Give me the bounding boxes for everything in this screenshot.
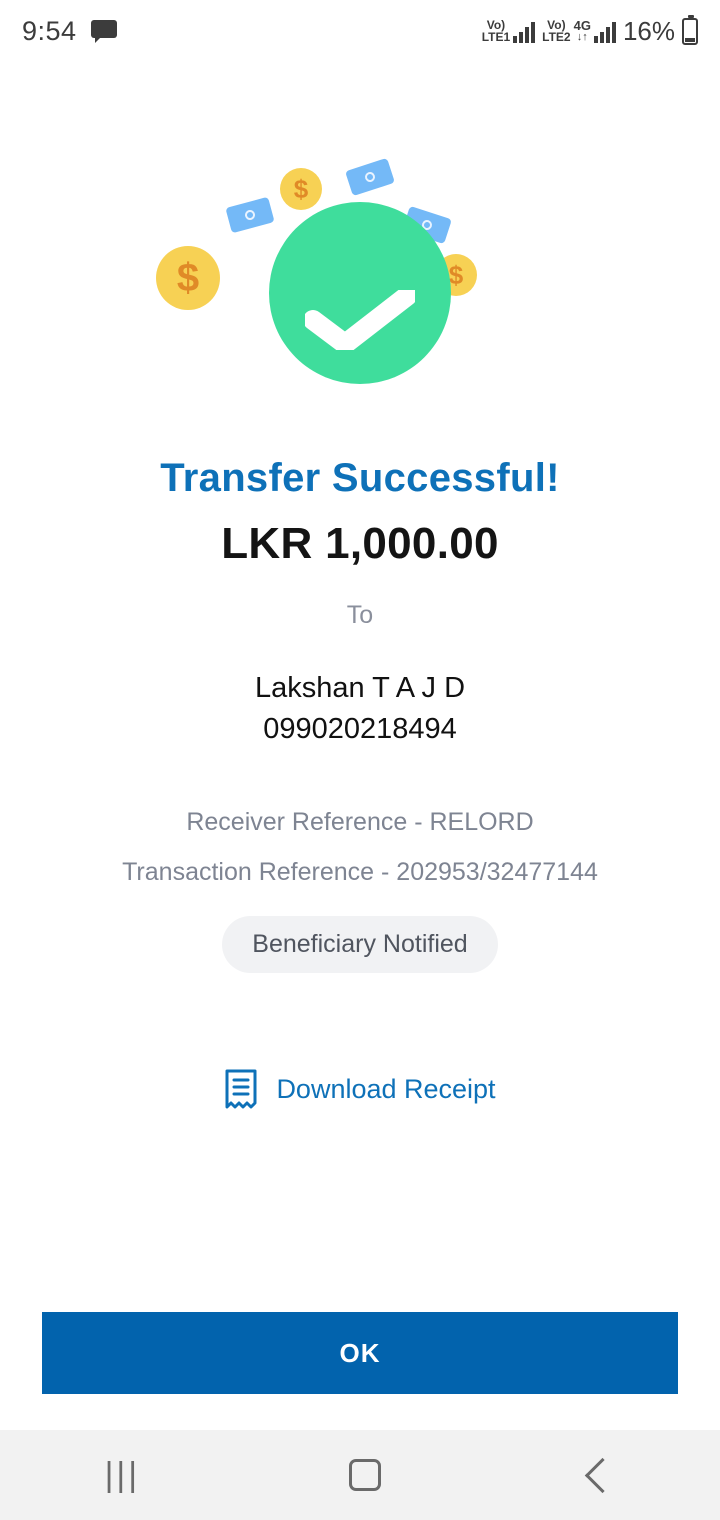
transaction-reference: Transaction Reference - 202953/32477144 (122, 858, 598, 886)
receiver-reference: Receiver Reference - RELORD (186, 808, 534, 836)
main-content (0, 62, 720, 1109)
checkmark-icon (305, 290, 415, 350)
back-icon[interactable] (585, 1457, 620, 1492)
coin-icon: $ (435, 254, 477, 296)
receipt-icon (224, 1069, 258, 1109)
volte-1-icon: Vo) LTE1 (481, 18, 511, 44)
money-bill-icon (345, 158, 395, 196)
network-type-icon: 4G ↓↑ (573, 18, 591, 43)
beneficiary-account: 099020218494 (263, 713, 457, 745)
signal-bars-2-icon (594, 21, 616, 43)
status-time: 9:54 (22, 15, 77, 46)
sim1-signal (482, 19, 535, 43)
download-receipt-button[interactable] (0, 1069, 720, 1109)
status-bar-right (482, 16, 698, 47)
page-title: Transfer Successful! (160, 456, 560, 500)
beneficiary-name: Lakshan T A J D (254, 672, 466, 704)
sim2-signal (542, 19, 616, 43)
status-badge: Beneficiary Notified (222, 916, 497, 973)
battery-icon (682, 18, 698, 45)
ok-button[interactable]: OK (42, 1312, 678, 1394)
money-bill-icon (225, 197, 274, 234)
battery-percent: 16% (622, 15, 675, 46)
status-bar (0, 0, 720, 62)
status-bar-left (22, 16, 117, 47)
coin-icon: $ (156, 246, 220, 310)
success-illustration (150, 172, 570, 432)
home-icon[interactable] (349, 1459, 381, 1491)
download-receipt-label: Download Receipt (276, 1073, 496, 1104)
to-label: To (346, 601, 374, 629)
coin-icon: $ (280, 168, 322, 210)
system-navigation-bar (0, 1430, 720, 1520)
volte-2-icon: Vo) LTE2 (542, 18, 571, 44)
recent-apps-icon[interactable]: ||| (104, 1455, 141, 1494)
signal-bars-1-icon (513, 21, 535, 43)
message-icon (91, 20, 117, 42)
transfer-amount: LKR 1,000.00 (221, 519, 499, 568)
